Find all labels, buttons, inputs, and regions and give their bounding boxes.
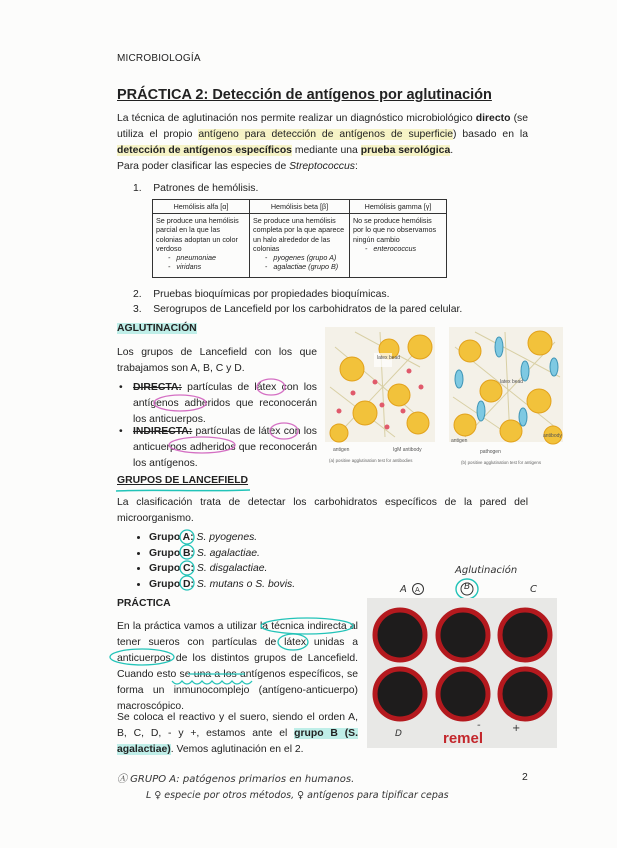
bullet-indirecta: • INDIRECTA: partículas de látex con los anticuerpos adheridos que reconocerán los antígenos. — [119, 426, 317, 469]
cyan-circle-annotations — [178, 528, 198, 592]
list-item: • Grupo D: S. mutans o S. bovis. — [149, 577, 295, 593]
list-item: • Grupo C: S. disgalactiae. — [149, 561, 295, 577]
table-cell-beta: Se produce una hemólisis completa por la que aparece un halo alrededor de las colonias - pyogenes (grupo A) - agalactiae (grupo B) — [250, 214, 350, 278]
running-header: MICROBIOLOGÍA — [117, 53, 201, 64]
card-label-d: D — [395, 729, 402, 739]
antibody-label: antibody — [543, 433, 562, 439]
card-label-minus: - — [477, 720, 481, 731]
grupos-list — [133, 530, 295, 592]
caption-a: (a) positive agglutination test for antibodies — [329, 458, 413, 463]
remel-logo: remel — [443, 730, 484, 747]
agglutination-figure — [325, 327, 565, 470]
card-label-a: A — [400, 584, 407, 595]
section-aglutinacion: AGLUTINACIÓN — [117, 323, 197, 334]
card-label-plus: + — [512, 723, 521, 734]
list-item: • Grupo B: S. agalactiae. — [149, 546, 295, 562]
table-header-alpha: Hemólisis alfa [α] — [153, 200, 250, 214]
agglutination-card-photo — [367, 598, 557, 748]
igm-label: IgM antibody — [393, 447, 422, 453]
section-practica: PRÁCTICA — [117, 598, 171, 609]
page-title: PRÁCTICA 2: Detección de antígenos por aglutinación — [117, 87, 492, 103]
grupos-paragraph: La clasificación trata de detectar los carbohidratos específicos de la pared del microorganismo. — [117, 497, 528, 524]
practica-result: Se coloca el reactivo y el suero, siendo el orden A, B, C, D, - y +, estamos ante el grupo B (S. agalactiae). Vemos aglutinación en el 2. — [117, 712, 358, 755]
section-grupos: GRUPOS DE LANCEFIELD — [117, 475, 249, 486]
list-item-2: 2. Pruebas bioquímicas por propiedades bioquímicas. — [133, 289, 390, 300]
table-cell-alpha: Se produce una hemólisis parcial en la que las colonias adoptan un color verdoso - pneumoniae - viridans — [153, 214, 250, 278]
cyan-underline — [114, 488, 254, 494]
handwritten-note-2: L ♀ especie por otros métodos, ♀ antígenos para tipificar cepas — [146, 790, 449, 801]
practica-annotations — [100, 615, 370, 695]
list-item-1: 1. Patrones de hemólisis. — [133, 183, 259, 194]
table-header-beta: Hemólisis beta [β] — [250, 200, 350, 214]
handwritten-note-1: Ⓐ GRUPO A: patógenos primarios en humanos. — [117, 774, 355, 785]
table-header-gamma: Hemólisis gamma [γ] — [349, 200, 446, 214]
agglutination-card-wells — [367, 598, 557, 748]
card-label-c: C — [530, 584, 537, 595]
latex-bead-label-a: latex bead — [377, 355, 401, 361]
list-item: • Grupo A: S. pyogenes. — [149, 530, 295, 546]
aglut-paragraph: Los grupos de Lancefield con los que trabajamos son A, B, C y D. — [117, 347, 317, 374]
practica-paragraph: En la práctica vamos a utilizar la técnica indirecta al tener sueros con partículas de látex unidas a anticuerpos de los distintos grupos de Lancefield. Cuando esto se una a los antígenos específicos, se forma un inmunocomplejo (antígeno-anticuerpo) macroscópico. — [117, 621, 358, 712]
classification-intro: Para poder clasificar las especies de Streptococcus: — [117, 161, 358, 172]
list-item-3: 3. Serogrupos de Lancefield por los carbohidratos de la pared celular. — [133, 304, 463, 315]
latex-bead-label-b: latex bead — [500, 379, 524, 385]
handwritten-aglutinacion: Aglutinación — [455, 565, 518, 576]
annotation-circled-a-icon — [411, 582, 427, 598]
card-label-b: B — [464, 582, 471, 592]
bullet-directa: • DIRECTA: partículas de látex con los antígenos adheridos que reconocerán los anticuerpos. — [119, 382, 317, 425]
pathogen-label: pathogen — [480, 449, 501, 455]
antigen-label-b: antigen — [451, 438, 468, 444]
svg-text:A: A — [415, 586, 420, 594]
caption-b: (b) positive agglutination test for antigens — [461, 460, 542, 465]
intro-paragraph: La técnica de aglutinación nos permite realizar un diagnóstico microbiológico directo (se utiliza el propio antígeno para detección de antígenos de superficie) basado en la detección de antígenos específicos mediante una prueba serológica. — [117, 113, 529, 156]
table-cell-gamma: No se produce hemólisis por lo que no observamos ningún cambio - enterococcus — [349, 214, 446, 278]
page-number: 2 — [522, 772, 528, 783]
antigen-label-a: antigen — [333, 447, 350, 453]
